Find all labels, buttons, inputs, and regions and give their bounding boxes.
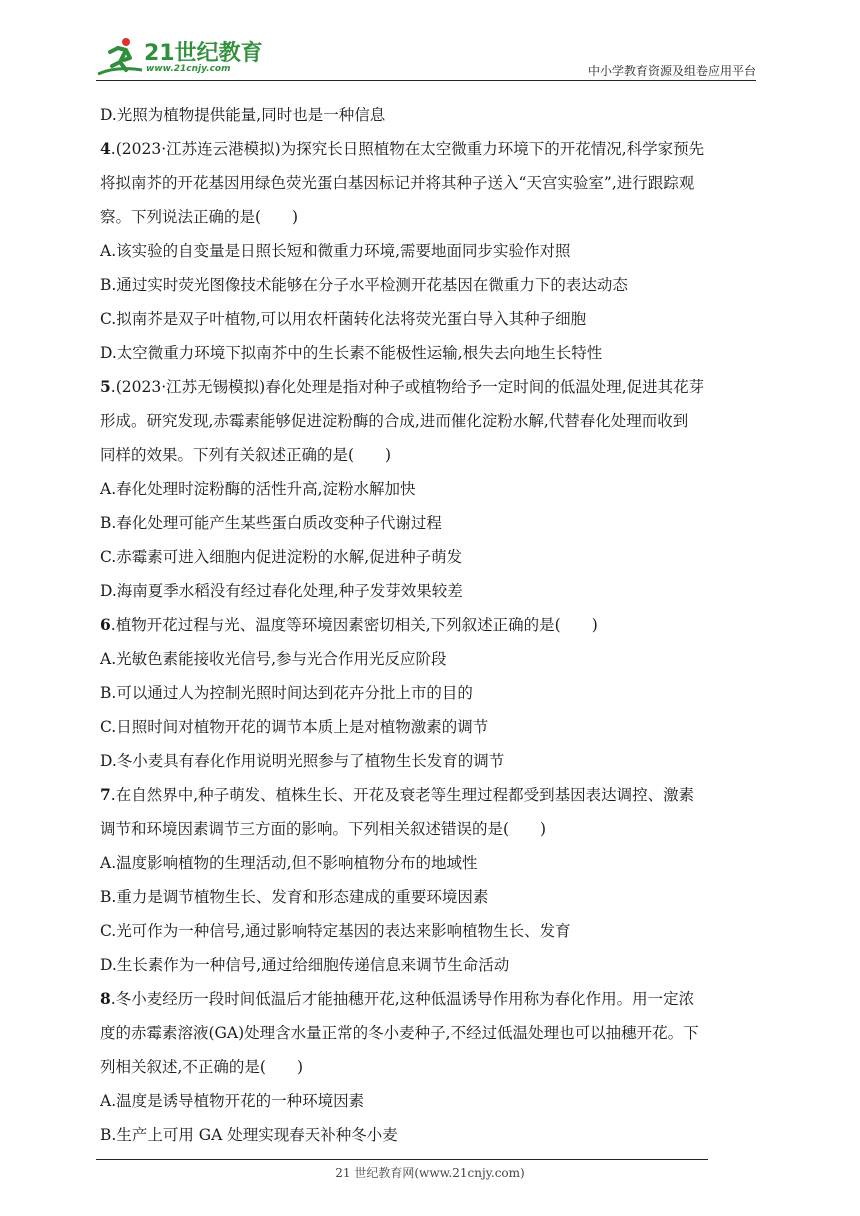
text-line xyxy=(100,1084,760,1118)
line-text: A.温度影响植物的生理活动,但不影响植物分布的地域性 xyxy=(100,854,478,872)
logo-url: www.21cnjy.com xyxy=(146,64,231,74)
line-text: .在自然界中,种子萌发、植株生长、开花及衰老等生理过程都受到基因表达调控、激素 xyxy=(110,786,695,804)
line-text: D.海南夏季水稻没有经过春化处理,种子发芽效果较差 xyxy=(100,582,463,600)
line-text: A.该实验的自变量是日照长短和微重力环境,需要地面同步实验作对照 xyxy=(100,242,571,260)
text-line xyxy=(100,642,760,676)
text-line xyxy=(100,302,760,336)
text-line xyxy=(100,132,760,166)
text-line xyxy=(100,880,760,914)
text-line xyxy=(100,914,760,948)
text-line xyxy=(100,574,760,608)
text-line xyxy=(100,778,760,812)
text-line xyxy=(100,98,760,132)
line-text: B.生产上可用 GA 处理实现春天补种冬小麦 xyxy=(100,1126,398,1144)
line-text: A.温度是诱导植物开花的一种环境因素 xyxy=(100,1092,365,1110)
question-content xyxy=(100,98,760,1152)
line-text: 察。下列说法正确的是( ) xyxy=(100,208,299,226)
line-text: D.生长素作为一种信号,通过给细胞传递信息来调节生命活动 xyxy=(100,956,510,974)
text-line xyxy=(100,1118,760,1152)
header-divider xyxy=(96,80,756,81)
platform-name: 中小学教育资源及组卷应用平台 xyxy=(587,64,756,78)
line-text: C.赤霉素可进入细胞内促进淀粉的水解,促进种子萌发 xyxy=(100,548,463,566)
text-line xyxy=(100,506,760,540)
line-text: 形成。研究发现,赤霉素能够促进淀粉酶的合成,进而催化淀粉水解,代替春化处理而收到 xyxy=(100,412,689,430)
page-header xyxy=(96,34,756,84)
question-number: 8 xyxy=(100,989,111,1008)
text-line xyxy=(100,370,760,404)
text-line xyxy=(100,846,760,880)
line-text: .(2023·江苏无锡模拟)春化处理是指对种子或植物给予一定时间的低温处理,促进其花芽 xyxy=(110,378,705,396)
text-line xyxy=(100,676,760,710)
text-line xyxy=(100,540,760,574)
line-text: B.可以通过人为控制光照时间达到花卉分批上市的目的 xyxy=(100,684,473,702)
logo-text: 21世纪教育 xyxy=(144,41,263,66)
text-line xyxy=(100,1050,760,1084)
line-text: 调节和环境因素调节三方面的影响。下列相关叙述错误的是( ) xyxy=(100,820,547,838)
text-line xyxy=(100,166,760,200)
question-number: 7 xyxy=(100,785,111,804)
line-text: 将拟南芥的开花基因用绿色荧光蛋白基因标记并将其种子送入“天宫实验室”,进行跟踪观 xyxy=(100,174,695,192)
line-text: B.春化处理可能产生某些蛋白质改变种子代谢过程 xyxy=(100,514,442,532)
line-text: A.春化处理时淀粉酶的活性升高,淀粉水解加快 xyxy=(100,480,416,498)
line-text: D.太空微重力环境下拟南芥中的生长素不能极性运输,根失去向地生长特性 xyxy=(100,344,603,362)
line-text: .植物开花过程与光、温度等环境因素密切相关,下列叙述正确的是( ) xyxy=(110,616,598,634)
line-text: B.通过实时荧光图像技术能够在分子水平检测开花基因在微重力下的表达动态 xyxy=(100,276,628,294)
line-text: .(2023·江苏连云港模拟)为探究长日照植物在太空微重力环境下的开花情况,科学家预先 xyxy=(110,140,705,158)
text-line xyxy=(100,1016,760,1050)
text-line xyxy=(100,336,760,370)
line-text: D.冬小麦具有春化作用说明光照参与了植物生长发育的调节 xyxy=(100,752,505,770)
question-number: 5 xyxy=(100,377,111,396)
line-text: B.重力是调节植物生长、发育和形态建成的重要环境因素 xyxy=(100,888,489,906)
question-number: 4 xyxy=(100,139,111,158)
text-line xyxy=(100,472,760,506)
site-logo[interactable] xyxy=(96,34,266,80)
page-footer xyxy=(0,1164,860,1181)
text-line xyxy=(100,404,760,438)
text-line xyxy=(100,200,760,234)
text-line xyxy=(100,948,760,982)
text-line xyxy=(100,268,760,302)
footer-divider xyxy=(96,1159,708,1160)
line-text: .冬小麦经历一段时间低温后才能抽穗开花,这种低温诱导作用称为春化作用。用一定浓 xyxy=(110,990,695,1008)
text-line xyxy=(100,744,760,778)
text-line xyxy=(100,608,760,642)
runner-logo-icon xyxy=(96,36,146,80)
line-text: C.光可作为一种信号,通过影响特定基因的表达来影响植物生长、发育 xyxy=(100,922,571,940)
text-line xyxy=(100,234,760,268)
line-text: 列相关叙述,不正确的是( ) xyxy=(100,1058,304,1076)
question-number: 6 xyxy=(100,615,111,634)
text-line xyxy=(100,982,760,1016)
line-text: 度的赤霉素溶液(GA)处理含水量正常的冬小麦种子,不经过低温处理也可以抽穗开花。下 xyxy=(100,1024,699,1042)
text-line xyxy=(100,812,760,846)
line-text: D.光照为植物提供能量,同时也是一种信息 xyxy=(100,106,386,124)
line-text: 同样的效果。下列有关叙述正确的是( ) xyxy=(100,446,392,464)
line-text: C.日照时间对植物开花的调节本质上是对植物激素的调节 xyxy=(100,718,489,736)
line-text: C.拟南芥是双子叶植物,可以用农杆菌转化法将荧光蛋白导入其种子细胞 xyxy=(100,310,587,328)
line-text: A.光敏色素能接收光信号,参与光合作用光反应阶段 xyxy=(100,650,447,668)
text-line xyxy=(100,438,760,472)
footer-text[interactable]: 21 世纪教育网(www.21cnjy.com) xyxy=(335,1166,525,1180)
text-line xyxy=(100,710,760,744)
